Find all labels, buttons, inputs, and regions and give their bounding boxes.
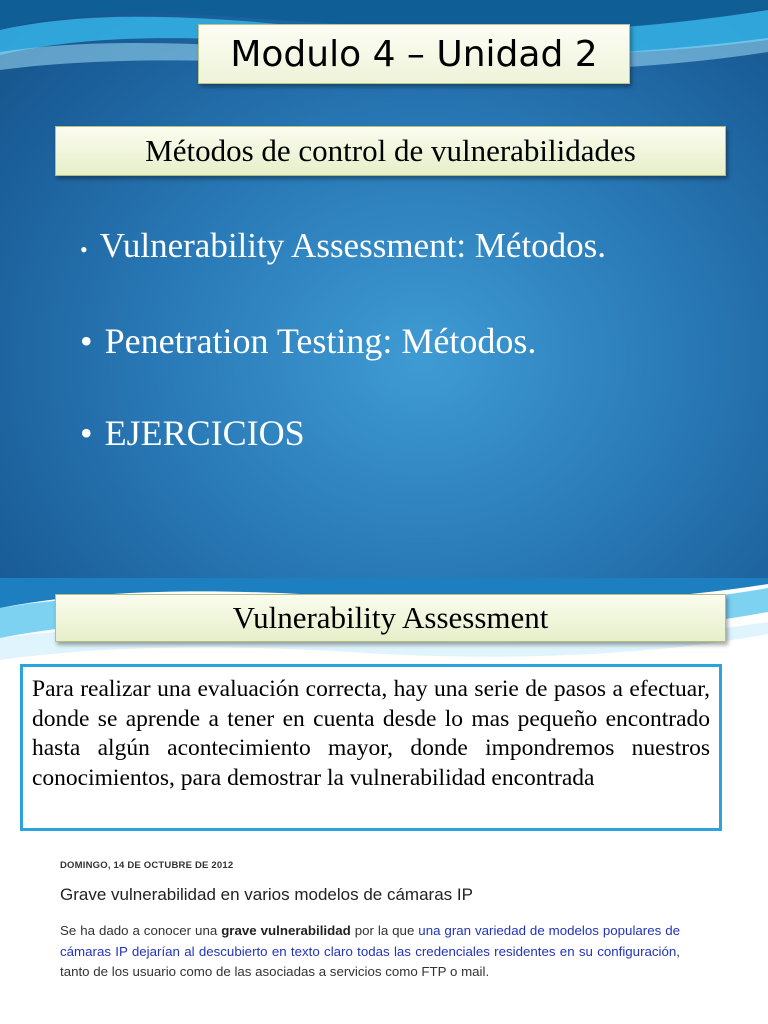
blog-body [60, 921, 680, 983]
blog-body-link[interactable]: una gran variedad de modelos populares de cámaras IP dejarían al descubierto en texto claro todas las credenciales residentes en su configuración [60, 923, 681, 959]
blog-title: Grave vulnerabilidad en varios modelos de cámaras IP [60, 885, 473, 904]
bullet-text: Vulnerability Assessment: Métodos. [99, 226, 607, 265]
bullet-item [80, 226, 606, 266]
bullet-dot: • [80, 321, 93, 361]
paragraph-text: Para realizar una evaluación correcta, hay una serie de pasos a efectuar, donde se aprende a tener en cuenta desde lo mas pequeño encontrado hasta algún acontecimiento mayor, donde impondremos nuestros conocimientos, para demostrar la vulnerabilidad encontrada [32, 676, 710, 791]
slide-subtitle-text: Métodos de control de vulnerabilidades [145, 133, 636, 168]
blog-body-text: , tanto de los usuario como de las asociadas a servicios como FTP o mail. [60, 943, 680, 979]
bullet-text: EJERCICIOS [104, 413, 305, 453]
blog-body-text: por la que [350, 923, 419, 938]
slide-2 [0, 578, 768, 1024]
bullet-item [80, 320, 536, 362]
blog-body-text: Se ha dado a conocer una [60, 923, 222, 938]
blog-body-bold: grave vulnerabilidad [221, 923, 351, 938]
bullet-text: Penetration Testing: Métodos. [104, 321, 537, 361]
bullet-dot: • [80, 237, 88, 262]
slide-title [198, 24, 630, 84]
blog-date: DOMINGO, 14 DE OCTUBRE DE 2012 [60, 860, 234, 871]
section-header-text: Vulnerability Assessment [232, 600, 549, 635]
bullet-item [80, 412, 305, 454]
blog-excerpt [60, 860, 680, 983]
paragraph-box [20, 664, 722, 831]
section-header [55, 594, 726, 642]
bullet-dot: • [80, 413, 93, 453]
slide-title-text: Modulo 4 – Unidad 2 [230, 33, 598, 75]
slide-subtitle [55, 126, 726, 176]
